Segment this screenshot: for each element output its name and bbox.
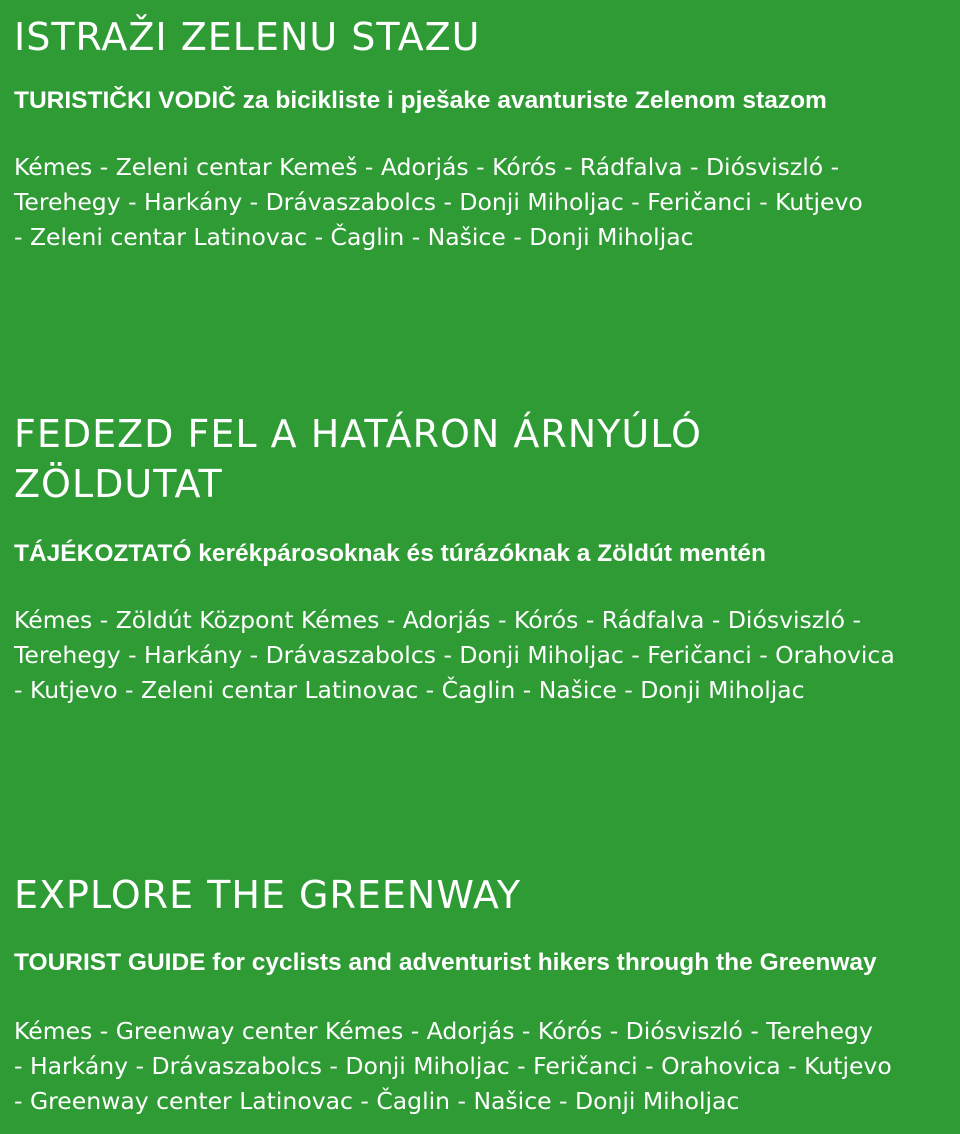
route-line: Kémes - Zeleni centar Kemeš - Adorjás - Kórós - Rádfalva - Diósviszló -: [14, 153, 840, 181]
section-title-hungarian: [14, 409, 952, 509]
section-croatian: [14, 12, 952, 255]
section-subtitle-english: TOURIST GUIDE for cyclists and adventurist hikers through the Greenway: [14, 949, 877, 976]
section-title-croatian: ISTRAŽI ZELENU STAZU: [14, 15, 481, 59]
title-line: FEDEZD FEL A HATÁRON ÁRNYÚLÓ: [14, 412, 702, 456]
title-line: ZÖLDUTAT: [14, 462, 223, 506]
section-english: [14, 870, 952, 1119]
section-subtitle-hungarian: TÁJÉKOZTATÓ kerékpárosoknak és túrázóknak a Zöldút mentén: [14, 540, 766, 567]
route-line: Terehegy - Harkány - Drávaszabolcs - Donji Miholjac - Feričanci - Kutjevo: [14, 188, 863, 216]
section-hungarian: [14, 409, 952, 708]
route-line: - Kutjevo - Zeleni centar Latinovac - Čaglin - Našice - Donji Miholjac: [14, 676, 805, 704]
route-line: - Greenway center Latinovac - Čaglin - Našice - Donji Miholjac: [14, 1087, 740, 1115]
section-subtitle-croatian: TURISTIČKI VODIČ za bicikliste i pješake avanturiste Zelenom stazom: [14, 87, 827, 114]
route-line: Kémes - Greenway center Kémes - Adorjás - Kórós - Diósviszló - Terehegy: [14, 1017, 873, 1045]
route-line: Terehegy - Harkány - Drávaszabolcs - Donji Miholjac - Feričanci - Orahovica: [14, 641, 895, 669]
route-line: Kémes - Zöldút Központ Kémes - Adorjás - Kórós - Rádfalva - Diósviszló -: [14, 606, 861, 634]
route-description-croatian: [14, 150, 952, 255]
route-line: - Harkány - Drávaszabolcs - Donji Miholjac - Feričanci - Orahovica - Kutjevo: [14, 1052, 892, 1080]
section-title-english: EXPLORE THE GREENWAY: [14, 873, 522, 917]
route-description-hungarian: [14, 603, 952, 708]
route-description-english: [14, 1014, 952, 1119]
route-line: - Zeleni centar Latinovac - Čaglin - Našice - Donji Miholjac: [14, 223, 694, 251]
